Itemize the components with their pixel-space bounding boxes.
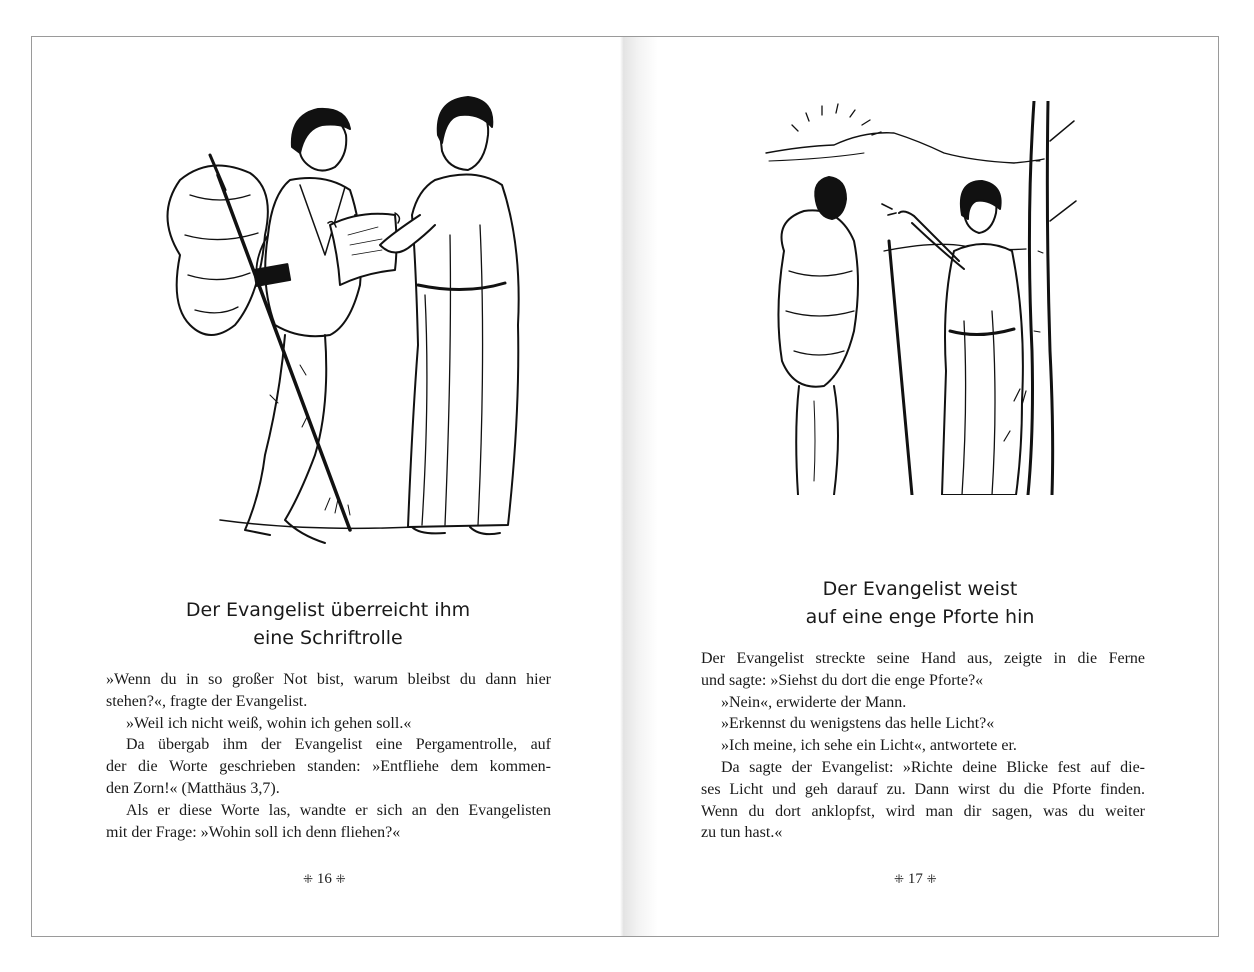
text-line: »Wenn du in so großer Not bist, warum bleibst du dann hier <box>106 671 551 688</box>
right-page <box>624 37 1218 936</box>
text-line: »Ich meine, ich sehe ein Licht«, antwortete er. <box>721 737 1017 755</box>
text-line: der die Worte geschrieben standen: »Entfliehe dem kommen- <box>106 758 551 776</box>
left-page-body <box>106 669 551 843</box>
page-number: 17 <box>907 871 923 887</box>
text-line: zu tun hast.« <box>701 824 783 842</box>
book-spread <box>31 36 1219 937</box>
pilgrim-and-evangelist-illustration <box>150 95 520 547</box>
text-line: Der Evangelist streckte seine Hand aus, zeigte in die Ferne <box>701 650 1145 667</box>
heading-line: Der Evangelist weist <box>822 578 1018 600</box>
right-page-body <box>701 648 1145 844</box>
page-number-left <box>303 871 346 888</box>
heading-line: Der Evangelist überreicht ihm <box>185 599 471 621</box>
text-line: Als er diese Worte las, wandte er sich an den Evangelisten <box>126 801 551 819</box>
heading-line: eine Schriftrolle <box>253 627 403 649</box>
text-line: Wenn du dort anklopfst, wird man dir sagen, was du weiter <box>701 802 1145 820</box>
folio-ornament-icon: ⁜ <box>303 872 314 886</box>
evangelist-pointing-illustration <box>764 101 1084 495</box>
text-line: »Weil ich nicht weiß, wohin ich gehen soll.« <box>126 714 412 732</box>
page-number: 16 <box>316 871 332 887</box>
left-page-heading <box>128 596 528 652</box>
text-line: und sagte: »Siehst du dort die enge Pforte?« <box>701 671 984 689</box>
text-line: mit der Frage: »Wohin soll ich denn fliehen?« <box>106 823 401 841</box>
text-line: »Erkennst du wenigstens das helle Licht?« <box>721 715 995 733</box>
left-page <box>32 37 624 936</box>
text-line: ses Licht und geh darauf zu. Dann wirst du die Pforte finden. <box>701 780 1145 798</box>
heading-line: auf eine enge Pforte hin <box>805 606 1035 628</box>
text-line: »Nein«, erwiderte der Mann. <box>721 693 907 711</box>
folio-ornament-icon: ⁜ <box>894 872 905 886</box>
text-line: stehen?«, fragte der Evangelist. <box>106 692 308 710</box>
right-page-heading <box>720 575 1120 631</box>
folio-ornament-icon: ⁜ <box>926 872 937 886</box>
page-number-right <box>894 871 937 888</box>
text-line: Da übergab ihm der Evangelist eine Pergamentrolle, auf <box>126 736 551 754</box>
text-line: den Zorn!« (Matthäus 3,7). <box>106 779 280 797</box>
folio-ornament-icon: ⁜ <box>335 872 346 886</box>
text-line: Da sagte der Evangelist: »Richte deine Blicke fest auf die- <box>721 758 1145 776</box>
